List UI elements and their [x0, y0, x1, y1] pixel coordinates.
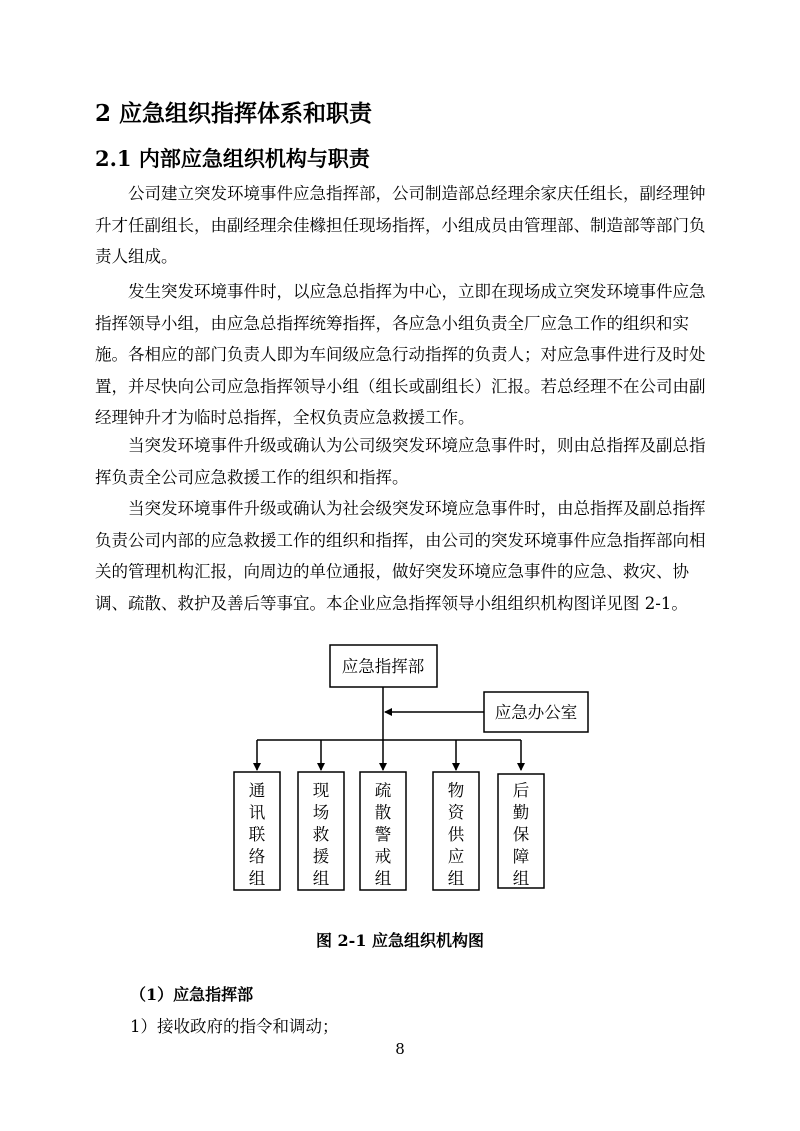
paragraph-line: 挥负责全公司应急救援工作的组织和指挥。 [95, 467, 409, 487]
paragraph-line: 经理钟升才为临时总指挥，全权负责应急救援工作。 [95, 408, 475, 427]
group-char: 供 [447, 825, 465, 844]
group-char: 应 [447, 847, 465, 866]
group-char: 通 [248, 781, 266, 800]
group-char: 疏 [374, 781, 392, 800]
group-char: 后 [512, 781, 530, 800]
group-char: 讯 [248, 803, 266, 822]
command-box-label: 应急指挥部 [341, 657, 425, 676]
group-char: 组 [512, 869, 530, 888]
group-char: 资 [447, 803, 465, 822]
subsection-title: （1）应急指挥部 [130, 985, 254, 1004]
section-heading: 2 应急组织指挥体系和职责 [95, 100, 373, 127]
group-char: 散 [374, 803, 392, 822]
group-char: 物 [447, 781, 465, 800]
paragraph-line: 升才任副组长，由副经理余佳橼担任现场指挥，小组成员由管理部、制造部等部门负 [95, 215, 706, 235]
paragraph-line: 置，并尽快向公司应急指挥领导小组（组长或副组长）汇报。若总经理不在公司由副 [95, 376, 706, 396]
group-char: 保 [512, 825, 530, 844]
group-char: 援 [312, 847, 330, 866]
group-char: 救 [312, 825, 330, 844]
group-char: 勤 [512, 803, 530, 822]
group-char: 现 [312, 781, 330, 800]
paragraph-line: 负责公司内部的应急救援工作的组织和指挥，由公司的突发环境事件应急指挥部向相 [95, 530, 706, 550]
group-char: 组 [248, 869, 266, 888]
paragraph-line: 发生突发环境事件时，以应急总指挥为中心，立即在现场成立突发环境事件应急 [95, 282, 706, 301]
figure-caption: 图 2-1 应急组织机构图 [315, 931, 485, 950]
paragraph-line: 调、疏散、救护及善后等事宜。本企业应急指挥领导小组组织机构图详见图 2-1。 [95, 593, 688, 613]
paragraph-line: 指挥领导小组，由应急总指挥统筹指挥，各应急小组负责全厂应急工作的组织和实 [95, 313, 689, 333]
office-box-label: 应急办公室 [494, 703, 578, 722]
paragraph-line: 当突发环境事件升级或确认为公司级突发环境应急事件时，则由总指挥及副总指 [95, 436, 706, 455]
group-char: 戒 [374, 847, 392, 866]
paragraph-line: 当突发环境事件升级或确认为社会级突发环境应急事件时，由总指挥及副总指挥 [95, 499, 706, 518]
group-char: 警 [374, 825, 392, 844]
paragraph-line: 施。各相应的部门负责人即为车间级应急行动指挥的负责人；对应急事件进行及时处 [95, 345, 706, 364]
paragraph-line: 关的管理机构汇报，向周边的单位通报，做好突发环境应急事件的应急、救灾、协 [95, 562, 689, 581]
group-char: 联 [248, 825, 266, 844]
group-char: 组 [374, 869, 392, 888]
group-char: 场 [312, 803, 330, 822]
group-char: 组 [312, 869, 330, 888]
group-char: 组 [447, 869, 465, 888]
page-number: 8 [395, 1040, 405, 1058]
subsection-heading: 2.1 内部应急组织机构与职责 [95, 146, 370, 171]
paragraph-line: 公司建立突发环境事件应急指挥部，公司制造部总经理余家庆任组长，副经理钟 [95, 184, 706, 203]
group-char: 障 [512, 847, 530, 866]
group-char: 络 [248, 847, 266, 866]
paragraph-line: 责人组成。 [95, 247, 178, 266]
list-item: 1）接收政府的指令和调动； [130, 1017, 339, 1036]
